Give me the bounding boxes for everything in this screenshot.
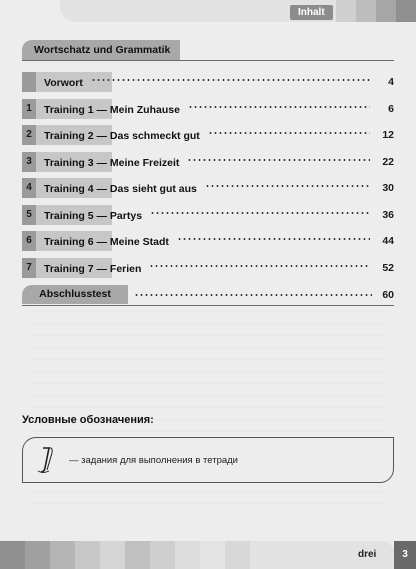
toc-row[interactable] — [22, 152, 394, 172]
footer-page-word: drei — [358, 549, 377, 560]
toc-leader-dots — [149, 265, 370, 267]
toc-page-number: 12 — [382, 129, 394, 141]
toc-page-number: 6 — [388, 102, 394, 115]
toc-page-number: 4 — [388, 76, 394, 88]
toc-title: Training 6 — Meine Stadt — [44, 236, 169, 248]
toc-leader-dots — [91, 79, 370, 81]
table-of-contents — [22, 72, 394, 284]
toc-title: Training 7 — Ferien — [44, 262, 142, 275]
section-rule — [22, 60, 394, 61]
toc-test-page: 60 — [382, 289, 394, 301]
toc-page-number: 52 — [382, 261, 394, 274]
toc-chapter-number: 3 — [22, 152, 36, 172]
toc-title: Training 5 — Partys — [44, 209, 143, 222]
toc-row[interactable] — [22, 125, 394, 145]
toc-leader-dots — [150, 212, 370, 214]
toc-chapter-number: 5 — [22, 205, 36, 225]
legend-title: Условные обозначения: — [22, 414, 154, 426]
toc-title: Training 4 — Das sieht gut aus — [44, 183, 197, 195]
toc-title: Training 3 — Meine Freizeit — [44, 156, 180, 169]
toc-chapter-number: 2 — [22, 125, 36, 145]
toc-row[interactable] — [22, 99, 394, 119]
toc-chapter-number: 4 — [22, 178, 36, 198]
header-color-blocks — [336, 0, 416, 22]
toc-leader-dots — [205, 185, 370, 187]
header-label: Inhalt — [290, 5, 333, 20]
toc-page-number: 36 — [382, 208, 394, 221]
toc-page-number: 44 — [382, 235, 394, 247]
section-header — [22, 40, 394, 60]
legend-box — [22, 437, 394, 483]
toc-row[interactable] — [22, 231, 394, 251]
pen-icon — [35, 444, 65, 476]
toc-chapter-number: 6 — [22, 231, 36, 251]
toc-page-number: 30 — [382, 182, 394, 194]
toc-leader-dots — [187, 159, 370, 161]
header-strip — [0, 0, 416, 22]
toc-row[interactable] — [22, 205, 394, 225]
toc-page-number: 22 — [382, 155, 394, 168]
toc-title: Training 1 — Mein Zuhause — [44, 103, 180, 116]
toc-test-title: Abschlusstest — [22, 285, 128, 304]
toc-row-test[interactable] — [22, 285, 394, 305]
test-rule — [22, 305, 394, 306]
toc-leader-dots — [188, 106, 370, 108]
toc-leader-dots — [208, 132, 370, 134]
legend-text: — задания для выполнения в тетради — [69, 455, 238, 466]
toc-row[interactable] — [22, 258, 394, 278]
toc-chapter-number — [22, 72, 36, 92]
footer-page-number: 3 — [394, 541, 416, 569]
toc-leader-dots — [177, 238, 370, 240]
toc-leader-dots — [134, 294, 372, 296]
toc-title: Training 2 — Das schmeckt gut — [44, 130, 200, 142]
toc-chapter-number: 1 — [22, 99, 36, 119]
footer — [0, 541, 416, 569]
footer-color-blocks — [0, 541, 250, 569]
section-title: Wortschatz und Grammatik — [22, 40, 180, 60]
toc-chapter-number: 7 — [22, 258, 36, 278]
toc-title: Vorwort — [44, 77, 83, 89]
toc-row[interactable] — [22, 72, 394, 92]
toc-row[interactable] — [22, 178, 394, 198]
